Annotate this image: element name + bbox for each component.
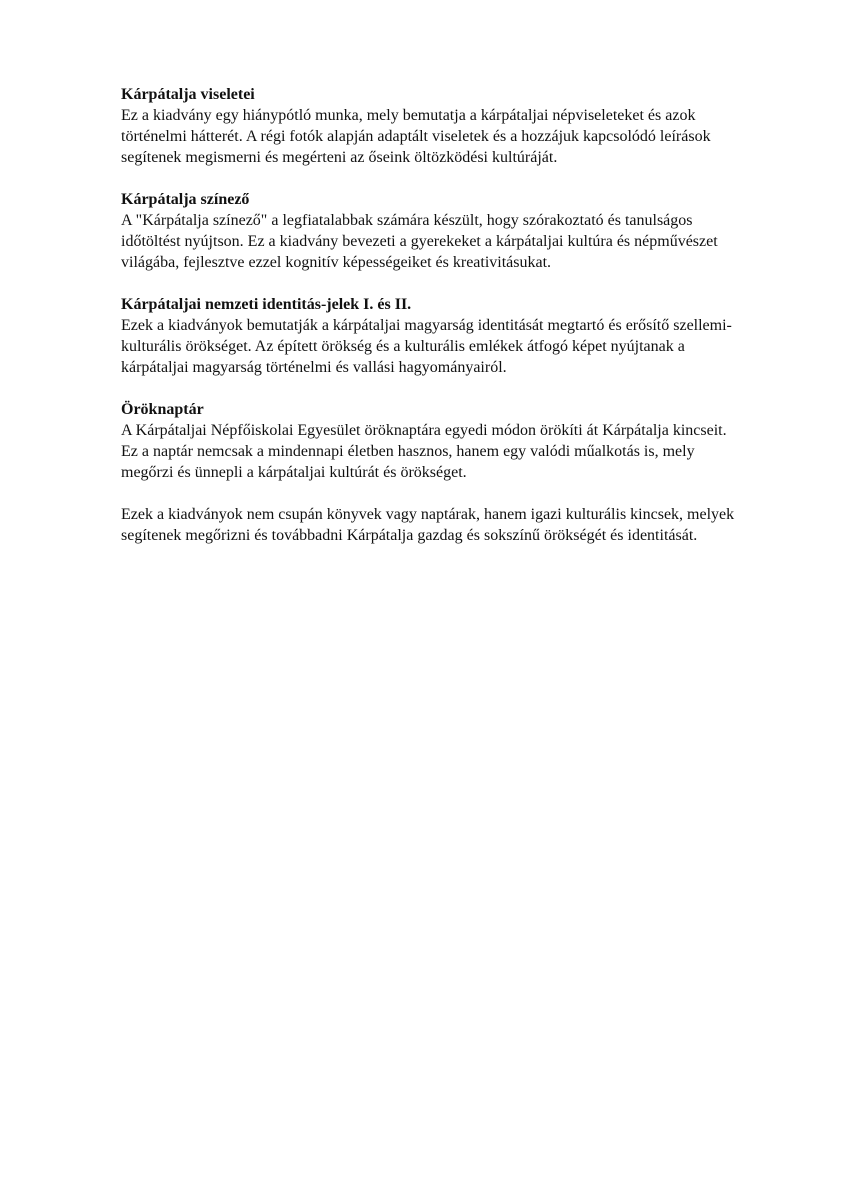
- paragraph-line: segítenek megőrizni és továbbadni Kárpátalja gazdag és sokszínű örökségét és identitását.: [121, 527, 698, 544]
- section-paragraph: [121, 315, 801, 378]
- paragraph-line: Ezek a kiadványok bemutatják a kárpátaljai magyarság identitását megtartó és erősítő szellemi-: [121, 317, 732, 334]
- section-karpatalja-viseletei: [121, 84, 801, 168]
- paragraph-line: időtöltést nyújtson. Ez a kiadvány bevezeti a gyerekeket a kárpátaljai kultúra és népművészet: [121, 233, 718, 250]
- paragraph-line: segítenek megismerni és megérteni az őseink öltözködési kultúráját.: [121, 149, 558, 166]
- section-heading: Öröknaptár: [121, 401, 204, 418]
- section-paragraph: [121, 420, 801, 483]
- paragraph-line: Ezek a kiadványok nem csupán könyvek vagy naptárak, hanem igazi kulturális kincsek, melyek: [121, 506, 735, 523]
- section-heading: Kárpátalja színező: [121, 191, 250, 208]
- closing-paragraph: [121, 504, 801, 546]
- section-heading: Kárpátaljai nemzeti identitás-jelek I. és II.: [121, 296, 412, 313]
- paragraph-line: megőrzi és ünnepli a kárpátaljai kultúrát és örökséget.: [121, 464, 467, 481]
- section-paragraph: [121, 105, 801, 168]
- section-heading: Kárpátalja viseletei: [121, 86, 255, 103]
- section-identitas-jelek: [121, 294, 801, 378]
- paragraph-line: A "Kárpátalja színező" a legfiatalabbak számára készült, hogy szórakoztató és tanulságos: [121, 212, 693, 229]
- paragraph-line: kulturális örökséget. Az épített örökség és a kulturális emlékek átfogó képet nyújtanak a: [121, 338, 685, 355]
- document-body: [121, 84, 801, 567]
- paragraph-line: A Kárpátaljai Népfőiskolai Egyesület öröknaptára egyedi módon örökíti át Kárpátalja kincseit.: [121, 422, 727, 439]
- paragraph-line: Ez a naptár nemcsak a mindennapi életben hasznos, hanem egy valódi műalkotás is, mely: [121, 443, 695, 460]
- paragraph-line: történelmi hátterét. A régi fotók alapján adaptált viseletek és a hozzájuk kapcsolódó leírások: [121, 128, 711, 145]
- paragraph-line: kárpátaljai magyarság történelmi és vallási hagyományairól.: [121, 359, 507, 376]
- closing-section: [121, 504, 801, 546]
- section-oroknaptar: [121, 399, 801, 483]
- section-karpatalja-szinezo: [121, 189, 801, 273]
- section-paragraph: [121, 210, 801, 273]
- paragraph-line: Ez a kiadvány egy hiánypótló munka, mely bemutatja a kárpátaljai népviseleteket és azok: [121, 107, 696, 124]
- paragraph-line: világába, fejlesztve ezzel kognitív képességeiket és kreativitásukat.: [121, 254, 552, 271]
